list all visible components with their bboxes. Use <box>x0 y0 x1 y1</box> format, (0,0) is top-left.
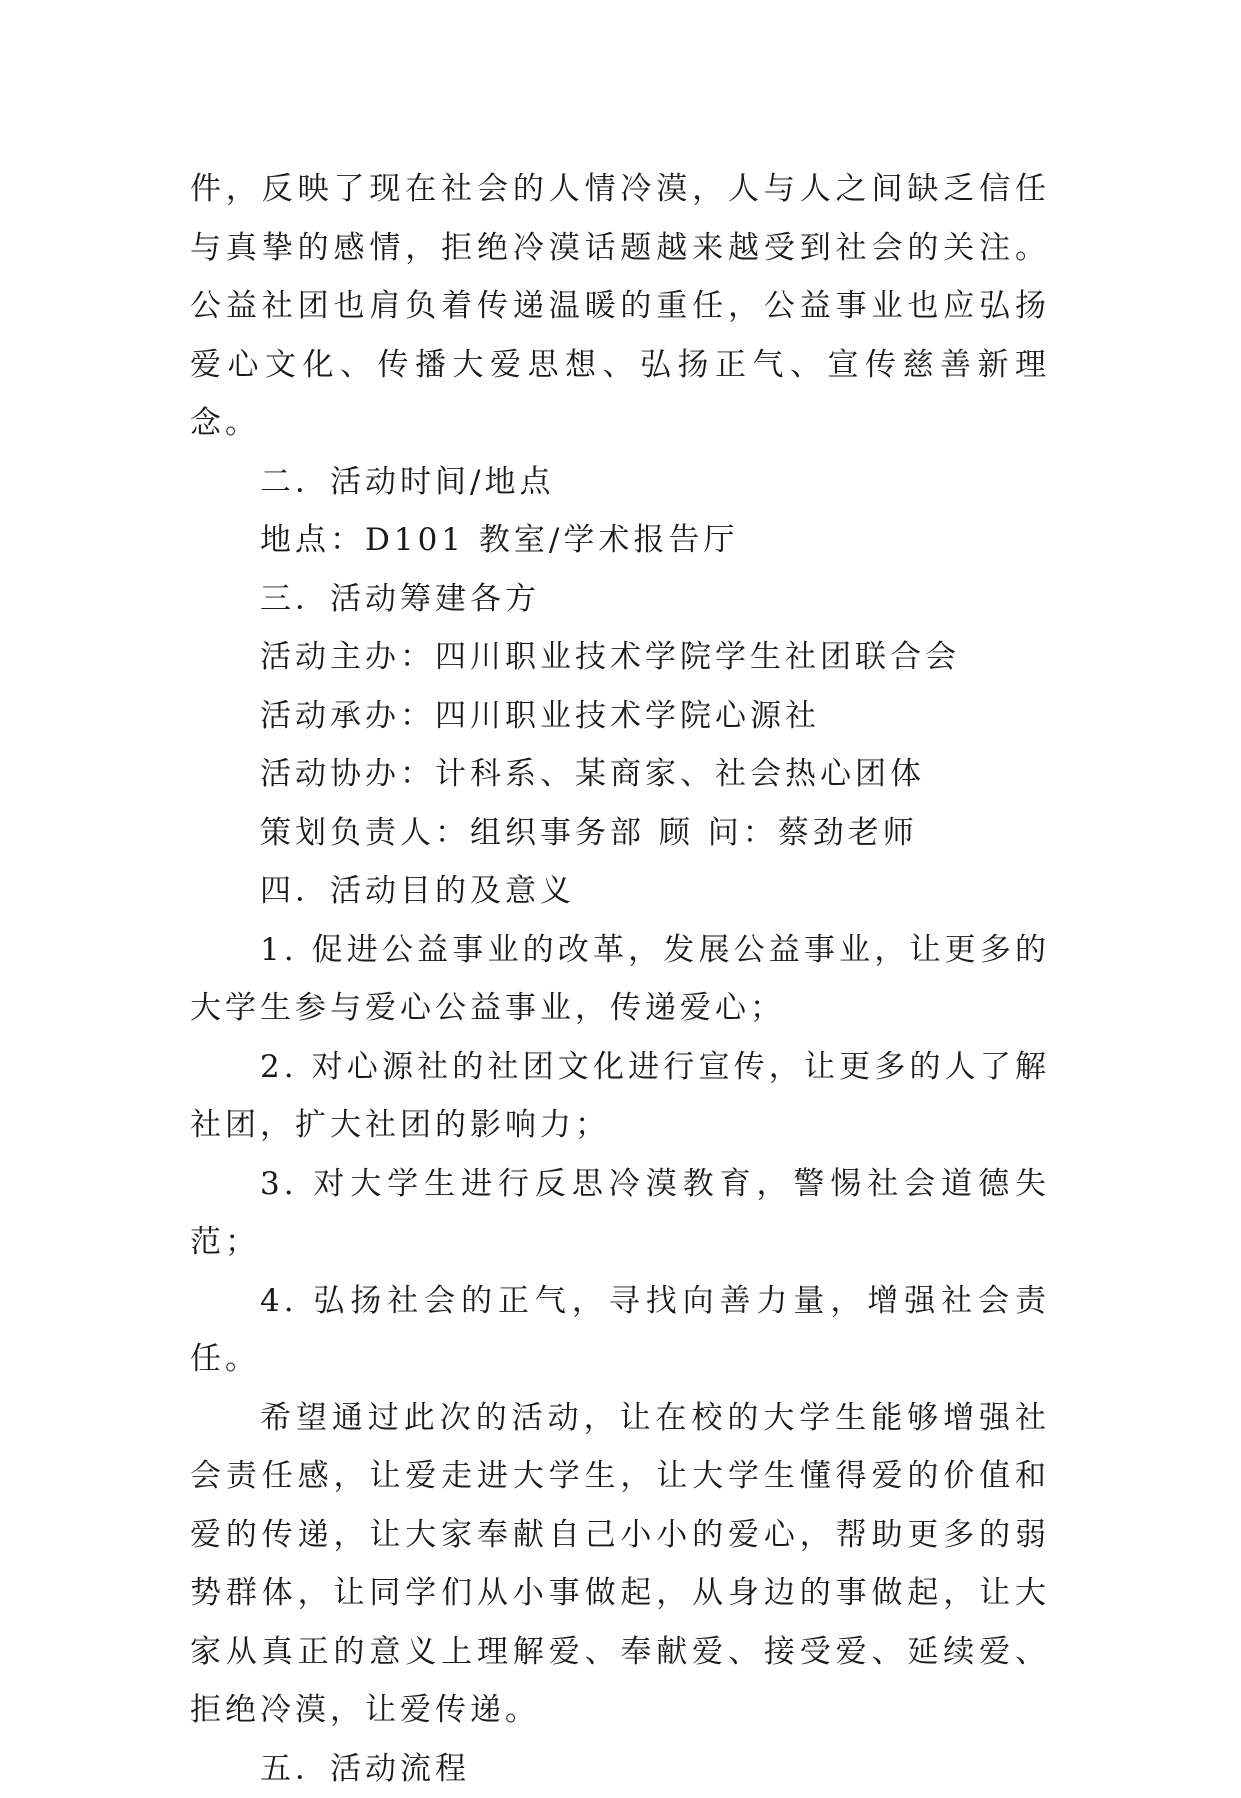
purpose-item-3: 3. 对大学生进行反思冷漠教育，警惕社会道德失范； <box>190 1155 1050 1272</box>
section-heading-time-location: 二．活动时间/地点 <box>190 453 1050 512</box>
purpose-item-1: 1. 促进公益事业的改革，发展公益事业，让更多的大学生参与爱心公益事业，传递爱心； <box>190 921 1050 1038</box>
co-organizer-line: 活动协办：计科系、某商家、社会热心团体 <box>190 745 1050 804</box>
planner-line: 策划负责人：组织事务部 顾 问：蔡劲老师 <box>190 804 1050 863</box>
hope-paragraph: 希望通过此次的活动，让在校的大学生能够增强社会责任感，让爱走进大学生，让大学生懂得爱的价值和爱的传递，让大家奉献自己小小的爱心，帮助更多的弱势群体，让同学们从小事做起，从身边的事做起，让大家从真正的意义上理解爱、奉献爱、接受爱、延续爱、拒绝冷漠，让爱传递。 <box>190 1389 1050 1740</box>
document-body <box>190 160 1050 1798</box>
intro-paragraph: 件，反映了现在社会的人情冷漠，人与人之间缺乏信任与真挚的感情，拒绝冷漠话题越来越受到社会的关注。公益社团也肩负着传递温暖的重任，公益事业也应弘扬爱心文化、传播大爱思想、弘扬正气、宣传慈善新理念。 <box>190 160 1050 453</box>
section-heading-process: 五．活动流程 <box>190 1740 1050 1798</box>
purpose-item-4: 4. 弘扬社会的正气，寻找向善力量，增强社会责任。 <box>190 1272 1050 1389</box>
purpose-item-2: 2. 对心源社的社团文化进行宣传，让更多的人了解社团，扩大社团的影响力； <box>190 1038 1050 1155</box>
section-heading-organizers: 三．活动筹建各方 <box>190 570 1050 629</box>
location-line: 地点：D101 教室/学术报告厅 <box>190 511 1050 570</box>
undertaker-line: 活动承办：四川职业技术学院心源社 <box>190 687 1050 746</box>
section-heading-purpose: 四．活动目的及意义 <box>190 862 1050 921</box>
organizer-line: 活动主办：四川职业技术学院学生社团联合会 <box>190 628 1050 687</box>
